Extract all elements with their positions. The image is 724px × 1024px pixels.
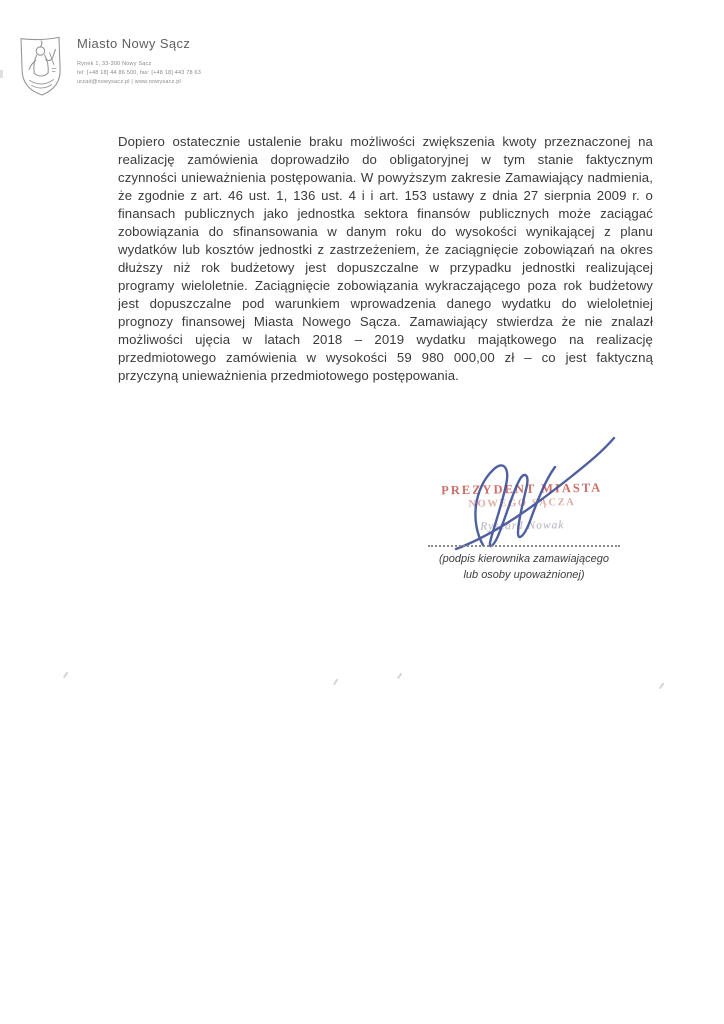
stamp-title: PREZYDENT MIASTA bbox=[441, 480, 603, 498]
scan-artifact bbox=[333, 678, 338, 685]
paragraph-line: finansach publicznych jako jednostka sektora finansów publicznych może zaciągać bbox=[118, 206, 653, 221]
org-address: Rynek 1, 33-300 Nowy Sącz bbox=[77, 61, 152, 67]
paragraph-line: realizację zamówienia doprowadziło do obligatoryjnej w tym stanie faktycznym bbox=[118, 152, 653, 167]
scan-artifact bbox=[397, 672, 402, 679]
signature-caption bbox=[416, 552, 632, 583]
body-paragraph bbox=[118, 133, 653, 385]
paragraph-line: przyczyną unieważnienia przedmiotowego postępowania. bbox=[118, 368, 459, 383]
org-name: Miasto Nowy Sącz bbox=[77, 36, 191, 51]
scan-artifact bbox=[63, 671, 68, 678]
paragraph-line: że zgodnie z art. 46 ust. 1, 136 ust. 4 i i art. 153 ustawy z dnia 27 sierpnia 2009 r. o bbox=[118, 188, 653, 203]
org-contact-block bbox=[77, 60, 317, 87]
paragraph-line: zobowiązania do sfinansowania w danym roku do wysokości wynikającej z planu bbox=[118, 224, 653, 239]
stamp-name: Ryszard Nowak bbox=[480, 519, 565, 533]
stamp-subtitle: NOWEGO SĄCZA bbox=[468, 497, 576, 510]
signature-caption-line-1: (podpis kierownika zamawiającego bbox=[439, 553, 609, 565]
scan-artifact bbox=[659, 682, 664, 689]
paragraph-line: czynności unieważnienia postępowania. W powyższym zakresie Zamawiający nadmienia, bbox=[118, 170, 653, 185]
paragraph-line: programy wieloletnie. Zaciągnięcie zobowiązania wykraczającego poza rok budżetowy bbox=[118, 278, 653, 293]
paragraph-line: przedmiotowego zamówienia w wysokości 59 980 000,00 zł – co jest faktyczną bbox=[118, 350, 653, 365]
paragraph-line: prognozy finansowej Miasta Nowego Sącza. Zamawiający stwierdza że nie znalazł bbox=[118, 314, 653, 329]
paragraph-line: wydatków lub kosztów jednostki z zastrzeżeniem, że zaciągnięcie zobowiązań na okres bbox=[118, 242, 653, 257]
signature-caption-line-2: lub osoby upoważnionej) bbox=[463, 568, 585, 581]
paragraph-line: jest dopuszczalne pod warunkiem wprowadzenia danego wydatku do wieloletniej bbox=[118, 296, 653, 311]
paragraph-line: możliwości ujęcia w latach 2018 – 2019 wydatku majątkowego na realizację bbox=[118, 332, 653, 347]
signature-dotted-line bbox=[428, 545, 620, 547]
paragraph-line: Dopiero ostatecznie ustalenie braku możliwości zwiększenia kwoty przeznaczonej na bbox=[118, 134, 653, 149]
org-web: urzad@nowysacz.pl | www.nowysacz.pl bbox=[77, 79, 181, 85]
handwritten-signature-icon bbox=[438, 428, 626, 554]
scan-edge-artifact bbox=[0, 70, 3, 78]
coat-of-arms-icon bbox=[16, 35, 66, 99]
paragraph-line: dłuższy niż rok budżetowy jest dopuszczalne w przypadku jednostki realizującej bbox=[118, 260, 653, 275]
org-phone: tel: [+48 18] 44 86 500, fax: [+48 18] 443 78 63 bbox=[77, 70, 201, 76]
